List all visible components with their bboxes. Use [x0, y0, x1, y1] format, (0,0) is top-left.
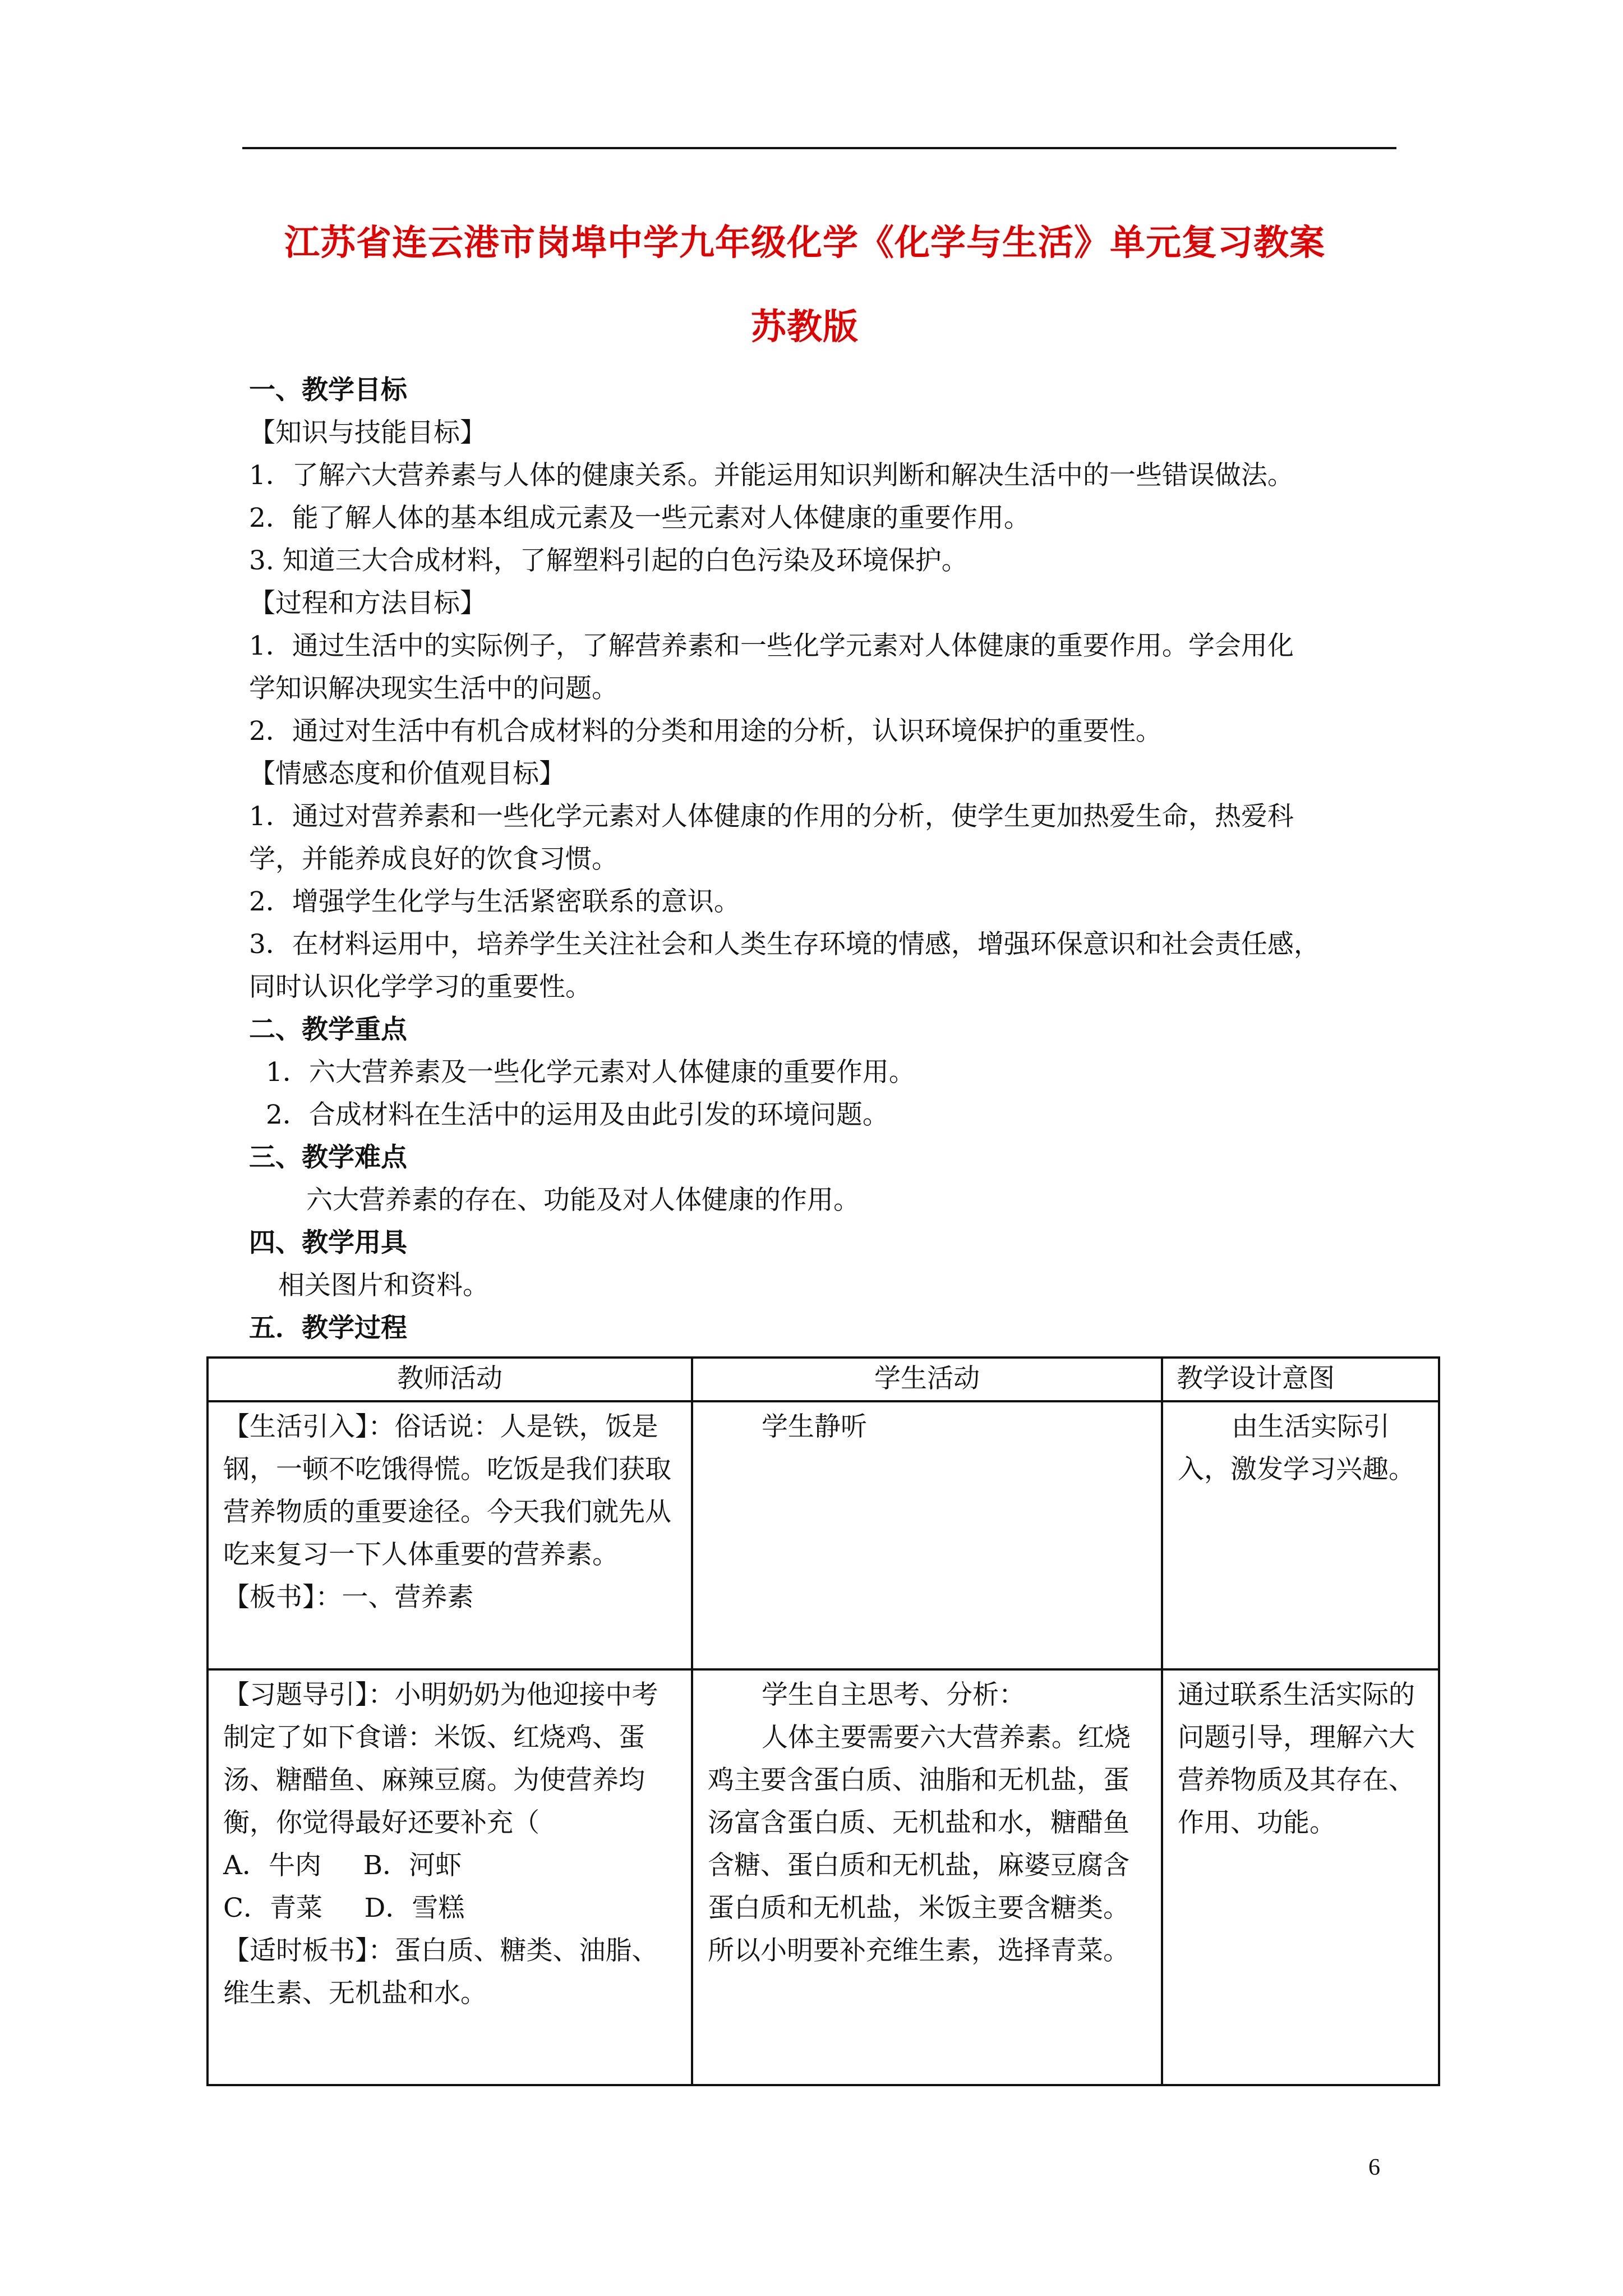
table-row [208, 1401, 1439, 1669]
document-title-line2: 苏教版 [751, 306, 859, 347]
document-title-line1: 江苏省连云港市岗埠中学九年级化学《化学与生活》单元复习教案 [284, 222, 1325, 263]
design-intent-text: 通过联系生活实际的问题引导，理解六大营养物质及其存在、作用、功能。 [1178, 1680, 1415, 1838]
table-row [208, 1669, 1439, 2085]
process-item-2: 2．通过对生活中有机合成材料的分类和用途的分析，认识环境保护的重要性。 [249, 716, 1162, 747]
teacher-activity-cell [208, 1669, 692, 2085]
difficulty-text: 六大营养素的存在、功能及对人体健康的作用。 [306, 1185, 860, 1216]
header-rule [242, 147, 1396, 149]
knowledge-item-2: 2．能了解人体的基本组成元素及一些元素对人体健康的重要作用。 [249, 503, 1030, 533]
knowledge-item-3: 3. 知道三大合成材料，了解塑料引起的白色污染及环境保护。 [249, 545, 968, 576]
subheading-emotion: 【情感态度和价值观目标】 [249, 758, 565, 789]
key-point-1: 1．六大营养素及一些化学元素对人体健康的重要作用。 [266, 1057, 915, 1088]
page-number: 6 [1368, 2155, 1380, 2180]
design-intent-cell [1162, 1669, 1439, 2085]
table-header-row [208, 1358, 1439, 1401]
exercise-options-cd: C．青菜 D．雪糕 [223, 1893, 465, 1924]
header-design-intent: 教学设计意图 [1162, 1358, 1439, 1401]
student-activity-text: 学生静听 [762, 1411, 867, 1442]
teacher-board-note: 【板书】：一、营养素 [223, 1582, 474, 1613]
teacher-exercise-text: 【习题导引】：小明奶奶为他迎接中考制定了如下食谱：米饭、红烧鸡、蛋汤、糖醋鱼、麻辣豆腐。为使营养均衡，你觉得最好还要补充（ [223, 1680, 658, 1838]
design-intent-cell [1162, 1401, 1439, 1669]
process-item-1b: 学知识解决现实生活中的问题。 [249, 673, 618, 704]
section-heading-key-points: 二、教学重点 [249, 1014, 407, 1045]
student-activity-cell [692, 1669, 1162, 2085]
student-analysis-text: 人体主要需要六大营养素。红烧鸡主要含蛋白质、油脂和无机盐，蛋汤富含蛋白质、无机盐和水，糖醋鱼含糖、蛋白质和无机盐，麻婆豆腐含蛋白质和无机盐，米饭主要含糖类。所以小明要补充维生素，选择青菜。 [708, 1722, 1131, 1966]
header-teacher-activity: 教师活动 [208, 1358, 692, 1401]
section-heading-tools: 四、教学用具 [249, 1227, 407, 1258]
header-student-activity: 学生活动 [692, 1358, 1162, 1401]
emotion-item-1b: 学，并能养成良好的饮食习惯。 [249, 844, 618, 875]
section-heading-difficulty: 三、教学难点 [249, 1142, 407, 1173]
teacher-intro-text: 【生活引入】：俗话说：人是铁，饭是钢，一顿不吃饿得慌。吃饭是我们获取营养物质的重要途径。今天我们就先从吃来复习一下人体重要的营养素。 [223, 1411, 671, 1570]
knowledge-item-1: 1．了解六大营养素与人体的健康关系。并能运用知识判断和解决生活中的一些错误做法。 [249, 460, 1294, 491]
teacher-board-note: 【适时板书】：蛋白质、糖类、油脂、维生素、无机盐和水。 [223, 1935, 658, 2009]
teaching-process-table [206, 1356, 1440, 2086]
process-item-1a: 1．通过生活中的实际例子，了解营养素和一些化学元素对人体健康的重要作用。学会用化 [249, 631, 1294, 661]
student-activity-cell [692, 1401, 1162, 1669]
teacher-activity-cell [208, 1401, 692, 1669]
section-heading-teaching-process: 五．教学过程 [249, 1313, 407, 1343]
emotion-item-3a: 3．在材料运用中，培养学生关注社会和人类生存环境的情感，增强环保意识和社会责任感， [249, 929, 1320, 960]
student-think-text: 学生自主思考、分析： [762, 1680, 1025, 1710]
exercise-options-ab: A．牛肉 B．河虾 [223, 1850, 462, 1881]
emotion-item-1a: 1．通过对营养素和一些化学元素对人体健康的作用的分析，使学生更加热爱生命，热爱科 [249, 801, 1294, 832]
subheading-knowledge: 【知识与技能目标】 [249, 417, 486, 448]
key-point-2: 2．合成材料在生活中的运用及由此引发的环境问题。 [266, 1099, 889, 1130]
emotion-item-2: 2．增强学生化学与生活紧密联系的意识。 [249, 886, 740, 917]
design-intent-text: 由生活实际引入，激发学习兴趣。 [1178, 1411, 1415, 1485]
section-heading-objectives: 一、教学目标 [249, 375, 407, 406]
emotion-item-3b: 同时认识化学学习的重要性。 [249, 972, 592, 1002]
tools-text: 相关图片和资料。 [278, 1270, 489, 1301]
subheading-process: 【过程和方法目标】 [249, 588, 486, 619]
